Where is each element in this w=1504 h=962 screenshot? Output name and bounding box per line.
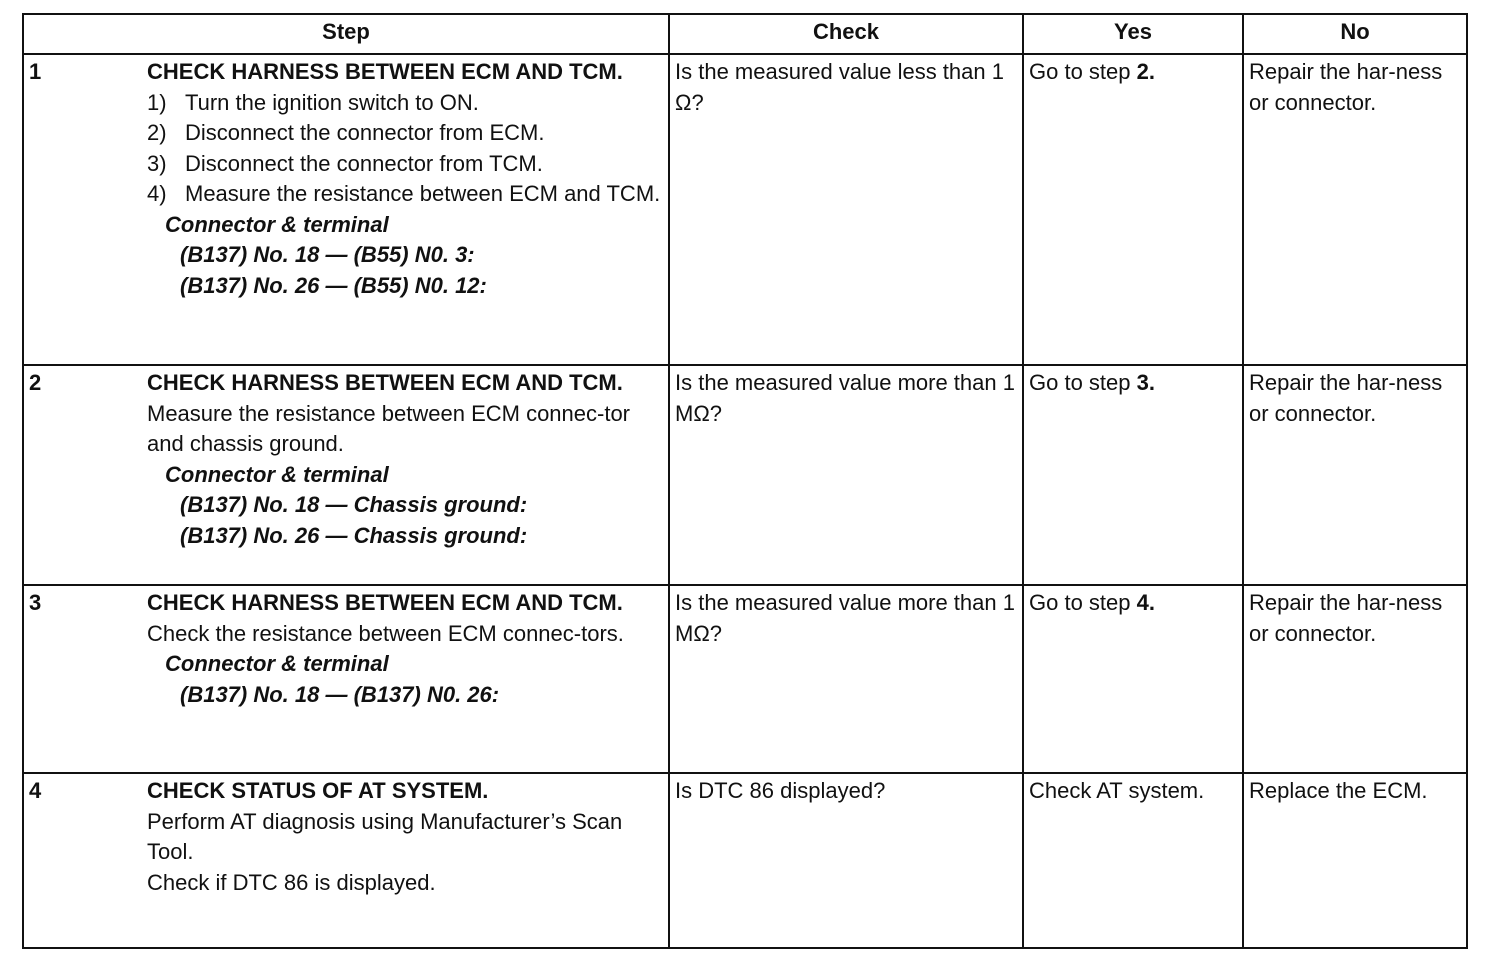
yes-cell: Go to step 4. (1023, 585, 1243, 773)
no-cell: Repair the har-ness or connector. (1243, 54, 1467, 365)
connector-terminal-line: (B137) No. 26 — Chassis ground: (180, 522, 528, 548)
connector-terminal-label: Connector & terminal (165, 461, 389, 487)
table-row (23, 54, 1467, 365)
step-description: Measure the resistance between ECM connec-tor and chassis ground. (147, 400, 631, 456)
table-row (23, 365, 1467, 585)
step-cell (23, 54, 669, 365)
header-step: Step (23, 14, 669, 54)
step-number: 2 (29, 370, 42, 395)
connector-terminal-label: Connector & terminal (165, 651, 389, 676)
step-description: Check the resistance between ECM connec-tors. (147, 620, 624, 646)
step-reference: 2. (1136, 59, 1155, 84)
table-row (23, 773, 1467, 948)
step-reference: 3. (1136, 370, 1155, 395)
no-cell: Repair the har-ness or connector. (1243, 585, 1467, 773)
connector-terminal-label: Connector & terminal (165, 211, 389, 237)
step-cell (23, 585, 669, 773)
procedure-item: 3) Disconnect the connector from TCM. (147, 150, 543, 176)
connector-terminal-line: (B137) No. 26 — (B55) N0. 12: (180, 272, 487, 298)
step-number: 3 (29, 590, 42, 615)
diagnostic-table (22, 13, 1468, 949)
check-cell: Is the measured value less than 1 Ω? (669, 54, 1023, 365)
check-cell: Is the measured value more than 1 MΩ? (669, 585, 1023, 773)
procedure-item: 4) Measure the resistance between ECM and TCM. (147, 181, 661, 206)
connector-terminal-line: (B137) No. 18 — (B55) N0. 3: (180, 242, 475, 267)
check-cell: Is the measured value more than 1 MΩ? (669, 365, 1023, 585)
table-row (23, 585, 1467, 773)
connector-terminal-line: (B137) No. 18 — (B137) N0. 26: (180, 681, 500, 707)
yes-cell: Check AT system. (1023, 773, 1243, 948)
check-cell: Is DTC 86 displayed? (669, 773, 1023, 948)
procedure-item: 1) Turn the ignition switch to ON. (147, 89, 479, 115)
step-description: Perform AT diagnosis using Manufacturer’s Scan Tool. (147, 808, 623, 864)
step-cell (23, 773, 669, 948)
step-number: 1 (29, 59, 42, 84)
table-header-row (23, 14, 1467, 54)
step-description: Check if DTC 86 is displayed. (147, 869, 436, 895)
no-cell: Repair the har-ness or connector. (1243, 365, 1467, 585)
connector-terminal-line: (B137) No. 18 — Chassis ground: (180, 492, 528, 517)
step-reference: 4. (1136, 590, 1155, 615)
step-number: 4 (29, 778, 42, 803)
yes-cell: Go to step 3. (1023, 365, 1243, 585)
step-title: CHECK HARNESS BETWEEN ECM AND TCM. (147, 590, 623, 615)
yes-cell: Go to step 2. (1023, 54, 1243, 365)
step-cell (23, 365, 669, 585)
step-title: CHECK HARNESS BETWEEN ECM AND TCM. (147, 59, 623, 84)
header-check: Check (669, 14, 1023, 54)
no-cell: Replace the ECM. (1243, 773, 1467, 948)
procedure-item: 2) Disconnect the connector from ECM. (147, 120, 545, 145)
header-yes: Yes (1023, 14, 1243, 54)
step-title: CHECK HARNESS BETWEEN ECM AND TCM. (147, 370, 623, 395)
header-no: No (1243, 14, 1467, 54)
step-title: CHECK STATUS OF AT SYSTEM. (147, 778, 489, 803)
